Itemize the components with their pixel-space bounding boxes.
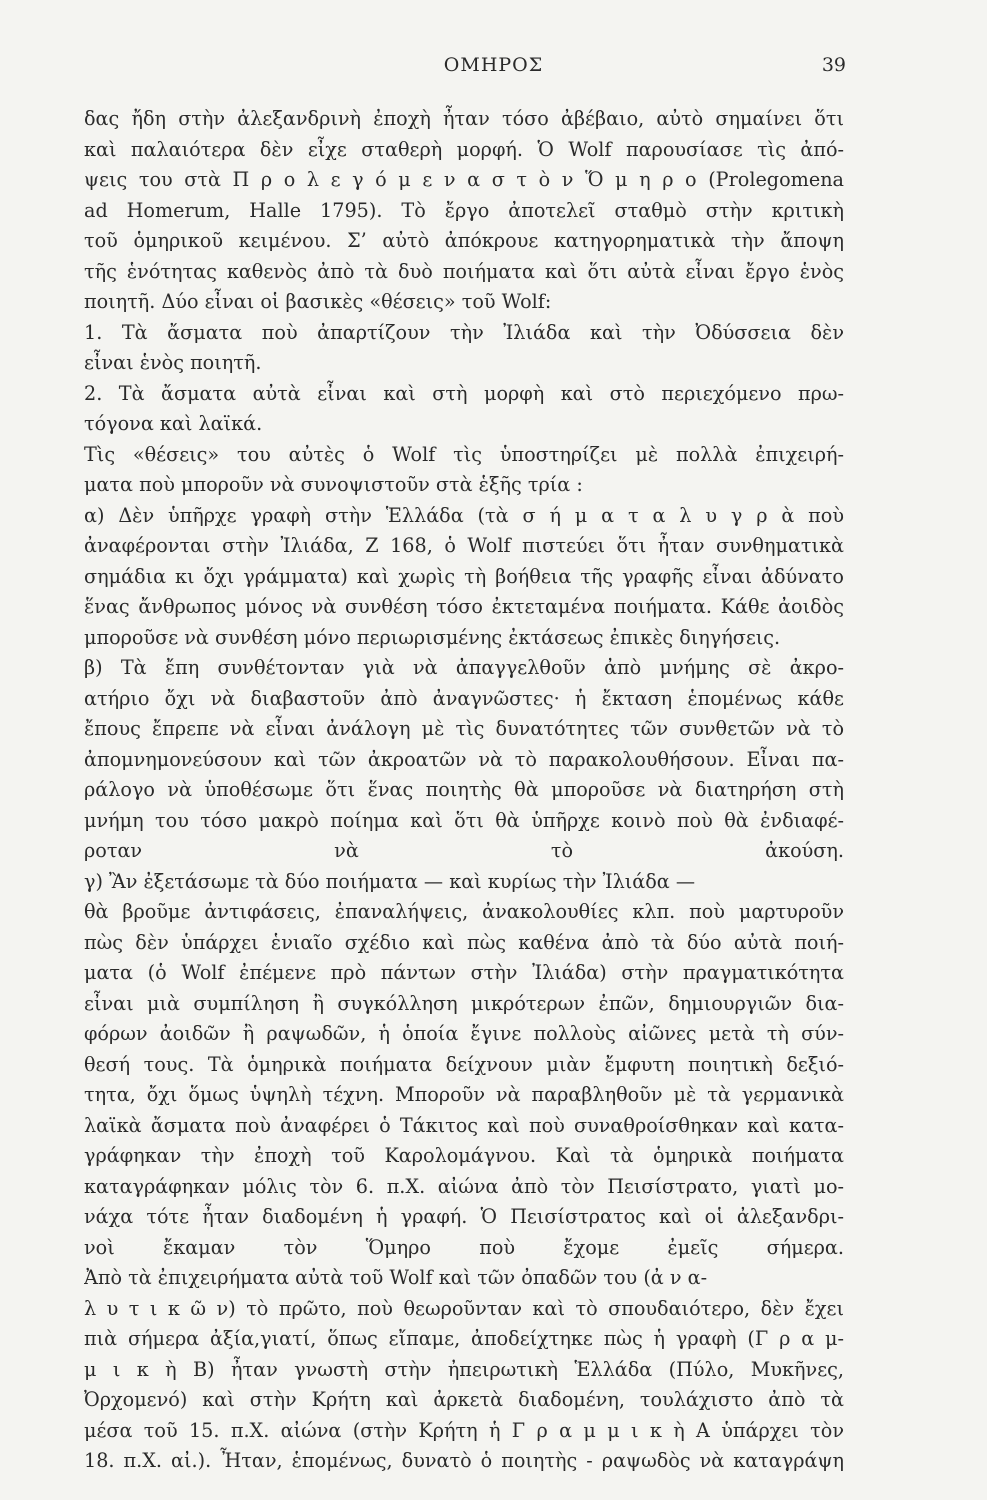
text-line: ἔπους ἔπρεπε νὰ εἶναι ἀνάλογη μὲ τὶς δυνατότητες τῶν συνθετῶν νὰ τὸ <box>84 717 844 740</box>
text-line: ματα (ὁ Wolf ἐπέμενε πρὸ πάντων στὴν Ἰλιάδα) στὴν πραγματικότητα <box>84 961 844 984</box>
text-line: ατήριο ὄχι νὰ διαβαστοῦν ἀπὸ ἀναγνῶστες· ἡ ἔκταση ἑπομένως κάθε <box>84 686 844 710</box>
text-line: ματα ποὺ μποροῦν νὰ συνοψιστοῦν στὰ ἑξῆς τρία : <box>84 473 583 496</box>
text-line: νοὶ ἔκαμαν τὸν Ὅμηρο ποὺ ἔχομε ἐμεῖς σήμερα. <box>84 1235 844 1259</box>
text-line: σημάδια κι ὄχι γράμματα) καὶ χωρὶς τὴ βοήθεια τῆς γραφῆς εἶναι ἀδύνατο <box>84 564 844 588</box>
text-line: πὼς δὲν ὑπάρχει ἑνιαῖο σχέδιο καὶ πὼς καθένα ἀπὸ τὰ δύο αὐτὰ ποιή- <box>84 930 844 954</box>
text-line: Ἀπὸ τὰ ἐπιχειρήματα αὐτὰ τοῦ Wolf καὶ τῶν ὀπαδῶν του (ἀ ν α- <box>84 1266 708 1289</box>
text-line: φόρων ἀοιδῶν ἢ ραψωδῶν, ἡ ὁποία ἔγινε πολλοὺς αἰῶνες μετὰ τὴ σύν- <box>84 1022 844 1045</box>
text-line: 2. Τὰ ἄσματα αὐτὰ εἶναι καὶ στὴ μορφὴ καὶ στὸ περιεχόμενο πρω- <box>84 381 844 405</box>
text-line: ἀναφέρονται στὴν Ἰλιάδα, Ζ 168, ὁ Wolf πιστεύει ὅτι ἦταν συνθηματικὰ <box>84 534 844 557</box>
text-line: γράφηκαν τὴν ἐποχὴ τοῦ Καρολομάγνου. Καὶ τὰ ὁμηρικὰ ποιήματα <box>84 1144 844 1167</box>
text-line: ἀπομνημονεύσουν καὶ τῶν ἀκροατῶν νὰ τὸ παρακολουθήσουν. Εἶναι πα- <box>84 747 844 771</box>
text-line: λ υ τ ι κ ῶ ν) τὸ πρῶτο, ποὺ θεωροῦνταν καὶ τὸ σπουδαιότερο, δὲν ἔχει <box>84 1296 844 1320</box>
text-line: τῆς ἑνότητας καθενὸς ἀπὸ τὰ δυὸ ποιήματα καὶ ὅτι αὐτὰ εἶναι ἔργο ἑνὸς <box>84 259 844 283</box>
text-line: δας ἤδη στὴν ἀλεξανδρινὴ ἐποχὴ ἦταν τόσο ἀβέβαιο, αὐτὸ σημαίνει ὅτι <box>84 107 844 130</box>
text-line: λαϊκὰ ἄσματα ποὺ ἀναφέρει ὁ Τάκιτος καὶ ποὺ συναθροίσθηκαν καὶ κατα- <box>84 1113 844 1137</box>
text-line: εἶναι ἑνὸς ποιητῆ. <box>84 351 262 374</box>
body-text <box>84 104 844 1477</box>
text-line: ράλογο νὰ ὑποθέσωμε ὅτι ἕνας ποιητὴς θὰ μποροῦσε νὰ διατηρήση στὴ <box>84 778 844 801</box>
text-line: τητα, ὄχι ὅμως ὑψηλὴ τέχνη. Μποροῦν νὰ παραβληθοῦν μὲ τὰ γερμανικὰ <box>84 1083 844 1106</box>
text-line: τόγονα καὶ λαϊκά. <box>84 412 263 435</box>
running-head <box>0 54 987 84</box>
text-line: καταγράφηκαν μόλις τὸν 6. π.Χ. αἰώνα ἀπὸ τὸν Πεισίστρατο, γιατὶ μο- <box>84 1174 844 1198</box>
text-line: ψεις του στὰ Π ρ ο λ ε γ ό μ ε ν α σ τ ὸ ν Ὅ μ η ρ ο (Prolegomena <box>84 168 844 191</box>
page-number: 39 <box>821 54 846 76</box>
text-line: τοῦ ὁμηρικοῦ κειμένου. Σ’ αὐτὸ ἀπόκρουε κατηγορηματικὰ τὴν ἄποψη <box>84 229 844 252</box>
text-line: ροταν νὰ τὸ ἀκούση. <box>84 839 844 862</box>
text-line: ποιητῆ. Δύο εἶναι οἱ βασικὲς «θέσεις» τοῦ Wolf: <box>84 290 552 313</box>
text-line: θεσή τους. Τὰ ὁμηρικὰ ποιήματα δείχνουν μιὰν ἔμφυτη ποιητικὴ δεξιό- <box>84 1052 844 1076</box>
text-line: μποροῦσε νὰ συνθέση μόνο περιωρισμένης ἐκτάσεως ἐπικὲς διηγήσεις. <box>84 625 781 649</box>
text-line: Τὶς «θέσεις» του αὐτὲς ὁ Wolf τὶς ὑποστηρίζει μὲ πολλὰ ἐπιχειρή- <box>84 442 844 466</box>
text-line: εἶναι μιὰ συμπίληση ἢ συγκόλληση μικρότερων ἐπῶν, δημιουργιῶν δια- <box>84 991 844 1015</box>
text-line: μνήμη του τόσο μακρὸ ποίημα καὶ ὅτι θὰ ὑπῆρχε κοινὸ ποὺ θὰ ἐνδιαφέ- <box>84 808 844 832</box>
text-line: θὰ βροῦμε ἀντιφάσεις, ἐπαναλήψεις, ἀνακολουθίες κλπ. ποὺ μαρτυροῦν <box>84 900 844 923</box>
text-line: α) Δὲν ὑπῆρχε γραφὴ στὴν Ἑλλάδα (τὰ σ ή μ α τ α λ υ γ ρ ὰ ποὺ <box>84 503 844 527</box>
text-line: 1. Τὰ ἄσματα ποὺ ἀπαρτίζουν τὴν Ἰλιάδα καὶ τὴν Ὀδύσσεια δὲν <box>84 320 844 344</box>
text-line: ad Homerum, Halle 1795). Τὸ ἔργο ἀποτελεῖ σταθμὸ στὴν κριτικὴ <box>84 198 844 222</box>
text-line: ἕνας ἄνθρωπος μόνος νὰ συνθέση τόσο ἐκτεταμένα ποιήματα. Κάθε ἀοιδὸς <box>84 595 844 618</box>
text-line: καὶ παλαιότερα δὲν εἶχε σταθερὴ μορφή. Ὁ Wolf παρουσίασε τὶς ἀπό- <box>84 137 844 161</box>
text-line: 18. π.Χ. αἰ.). Ἦταν, ἑπομένως, δυνατὸ ὁ ποιητὴς - ραψωδὸς νὰ καταγράψη <box>84 1449 844 1472</box>
text-line: πιὰ σήμερα ἀξία,γιατί, ὅπως εἴπαμε, ἀποδείχτηκε πὼς ἡ γραφὴ (Γ ρ α μ- <box>84 1327 844 1350</box>
running-title: ΟΜΗΡΟΣ <box>443 54 544 76</box>
text-line: β) Τὰ ἔπη συνθέτονταν γιὰ νὰ ἀπαγγελθοῦν ἀπὸ μνήμης σὲ ἀκρο- <box>84 656 844 679</box>
text-line: μ ι κ ὴ Β) ἦταν γνωστὴ στὴν ἠπειρωτικὴ Ἑλλάδα (Πύλο, Μυκῆνες, <box>84 1357 844 1381</box>
text-line: μέσα τοῦ 15. π.Χ. αἰώνα (στὴν Κρήτη ἡ Γ ρ α μ μ ι κ ὴ Α ὑπάρχει τὸν <box>84 1418 844 1442</box>
text-line: Ὀρχομενό) καὶ στὴν Κρήτη καὶ ἀρκετὰ διαδομένη, τουλάχιστο ἀπὸ τὰ <box>84 1388 844 1411</box>
text-line: νάχα τότε ἦταν διαδομένη ἡ γραφή. Ὁ Πεισίστρατος καὶ οἱ ἀλεξανδρι- <box>84 1205 844 1228</box>
text-line: γ) Ἂν ἐξετάσωμε τὰ δύο ποιήματα — καὶ κυρίως τὴν Ἰλιάδα — <box>84 869 696 893</box>
